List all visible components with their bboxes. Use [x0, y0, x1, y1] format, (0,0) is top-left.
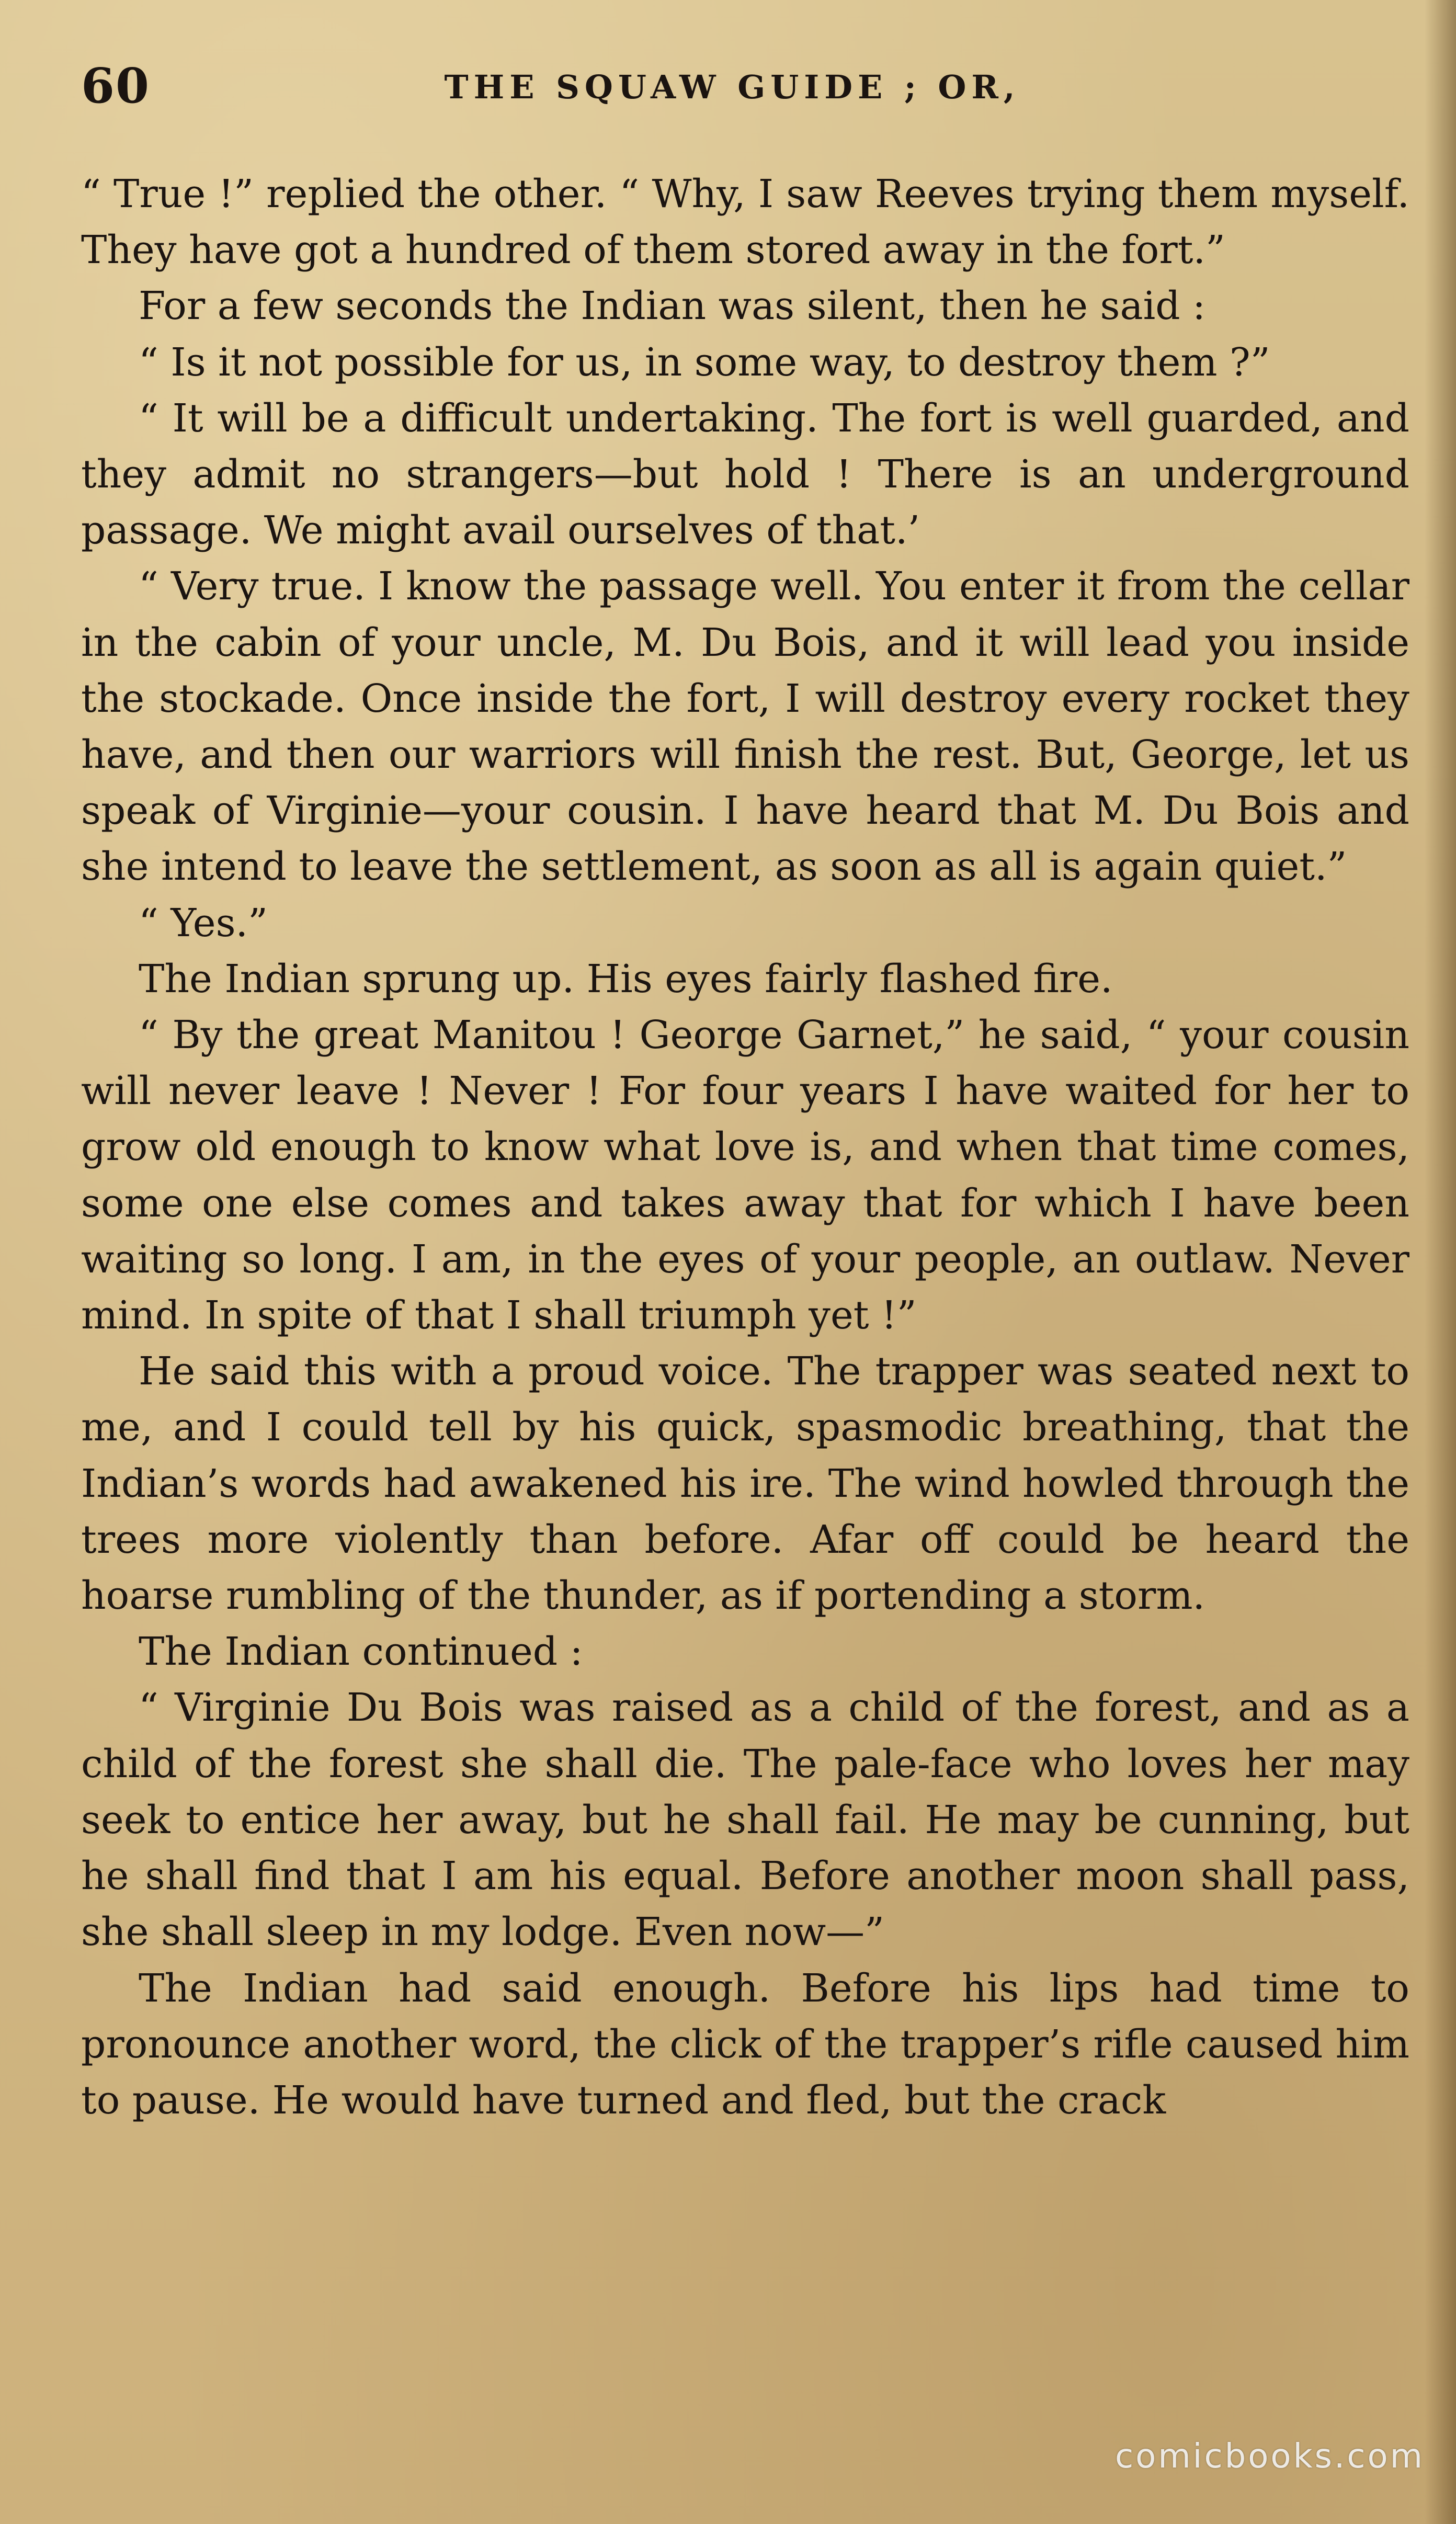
page-edge-shadow — [1425, 0, 1456, 2524]
paragraph: “ Very true. I know the passage well. You enter it from the cellar in the cabin of your uncle, M. Du Bois, and it will lead you inside the stockade. Once inside the fort, I will destroy every rocket they have, and then our warriors will finish the rest. But, George, let us speak of Virginie—your cousin. I have heard that M. Du Bois and she intend to leave the settlement, as soon as all is again quiet.” — [81, 564, 1409, 890]
watermark: comicbooks.com — [1114, 2437, 1425, 2476]
paragraph: He said this with a proud voice. The trapper was seated next to me, and I could tell by his quick, spasmodic breathing, that the Indian’s words had awakened his ire. The wind howled through the trees more violently than before. Afar off could be heard the hoarse rumbling of the thunder, as if portending a storm. — [81, 1349, 1409, 1619]
page-number: 60 — [81, 58, 151, 114]
paragraph: For a few seconds the Indian was silent, then he said : — [139, 283, 1206, 329]
paragraph: “ By the great Manitou ! George Garnet,” he said, “ your cousin will never leave ! Never ! For four years I have waited for her to grow old enough to know what love is, and when that time comes, some one else comes and takes away that for which I have been waiting so long. I am, in the eyes of your people, an outlaw. Never mind. In spite of that I shall triumph yet !” — [81, 1013, 1409, 1338]
body-text — [81, 166, 1409, 2129]
paragraph: The Indian sprung up. His eyes fairly flashed fire. — [139, 956, 1113, 1002]
paragraph: The Indian continued : — [139, 1629, 583, 1675]
paragraph: “ True !” replied the other. “ Why, I saw Reeves trying them myself. They have got a hundred of them stored away in the fort.” — [81, 172, 1409, 273]
paragraph: “ Yes.” — [139, 900, 268, 946]
paragraph: “ Is it not possible for us, in some way, to destroy them ?” — [139, 339, 1270, 385]
paragraph: The Indian had said enough. Before his lips had time to pronounce another word, the click of the trapper’s rifle caused him to pause. He would have turned and fled, but the crack — [81, 1965, 1409, 2123]
page-header — [81, 58, 1383, 120]
paragraph: “ It will be a difficult undertaking. The fort is well guarded, and they admit no strangers—but hold ! There is an underground passage. We might avail ourselves of that.’ — [81, 395, 1409, 553]
paragraph: “ Virginie Du Bois was raised as a child of the forest, and as a child of the forest she shall die. The pale-face who loves her may seek to entice her away, but he shall fail. He may be cunning, but he shall find that I am his equal. Before another moon shall pass, she shall sleep in my lodge. Even now—” — [81, 1685, 1409, 1955]
running-title: THE SQUAW GUIDE ; OR, — [444, 68, 1020, 106]
